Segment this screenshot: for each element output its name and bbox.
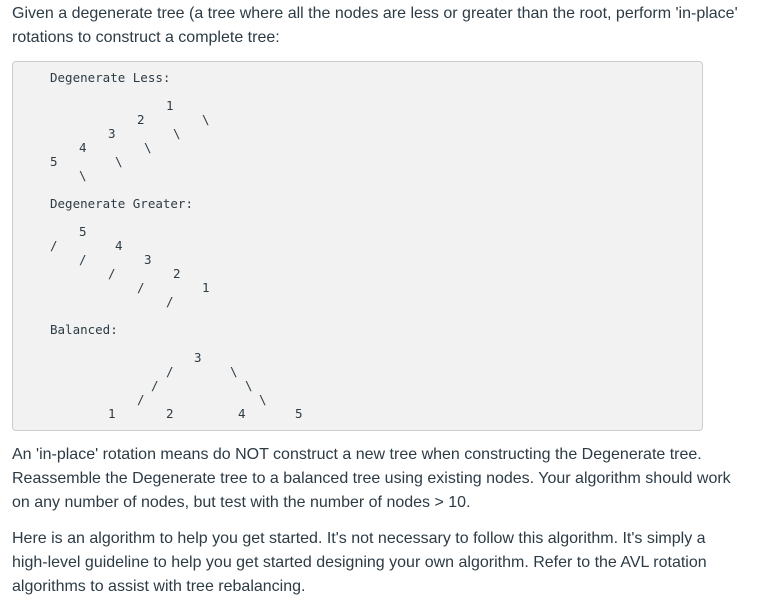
tree-edge: /	[137, 280, 145, 295]
tree-node: 1	[166, 98, 174, 113]
tree-node: 1	[108, 406, 116, 421]
in-place-paragraph: An 'in-place' rotation means do NOT construct a new tree when constructing the Degenerate tree. Reassemble the Degenerate tree to a balanced tree using existing nodes. Your algorithm should work on any number of nodes, but test with the number of nodes > 10.	[12, 446, 731, 511]
tree-node: 2	[173, 266, 181, 281]
tree-node: 5	[295, 406, 303, 421]
tree-edge: \	[115, 154, 123, 169]
tree-node: 4	[115, 238, 123, 253]
tree-edge: /	[166, 294, 174, 309]
tree-node: 5	[79, 224, 87, 239]
tree-edge: \	[259, 392, 267, 407]
tree-node: 3	[108, 126, 116, 141]
tree-node: 4	[238, 406, 246, 421]
tree-edge: \	[245, 378, 253, 393]
code-block	[12, 61, 703, 431]
degenerate-greater-label: Degenerate Greater:	[50, 196, 193, 211]
tree-edge: \	[202, 112, 210, 127]
degenerate-less-label: Degenerate Less:	[50, 70, 171, 85]
tree-edge: /	[108, 266, 116, 281]
tree-node: 4	[79, 140, 87, 155]
tree-edge: \	[230, 364, 238, 379]
tree-edge: \	[173, 126, 181, 141]
tree-edge: \	[144, 140, 152, 155]
tree-node: 3	[194, 350, 202, 365]
balanced-label: Balanced:	[50, 322, 118, 337]
tree-edge: /	[151, 378, 159, 393]
intro-paragraph: Given a degenerate tree (a tree where all the nodes are less or greater than the root, perform 'in-place' rotations to construct a complete tree:	[12, 5, 738, 46]
tree-node: 2	[166, 406, 174, 421]
tree-edge: /	[79, 252, 87, 267]
tree-node: 2	[137, 112, 145, 127]
tree-node: 3	[144, 252, 152, 267]
tree-edge: /	[137, 392, 145, 407]
tree-edge: /	[166, 364, 174, 379]
tree-node: 1	[202, 280, 210, 295]
tree-node: 5	[50, 154, 58, 169]
tree-edge: \	[79, 168, 87, 183]
tree-edge: /	[50, 238, 58, 253]
algorithm-paragraph: Here is an algorithm to help you get started. It's not necessary to follow this algorithm. It's simply a high-level guideline to help you get started designing your own algorithm. Refer to the AVL rotation algorithms to assist with tree rebalancing.	[12, 530, 707, 595]
